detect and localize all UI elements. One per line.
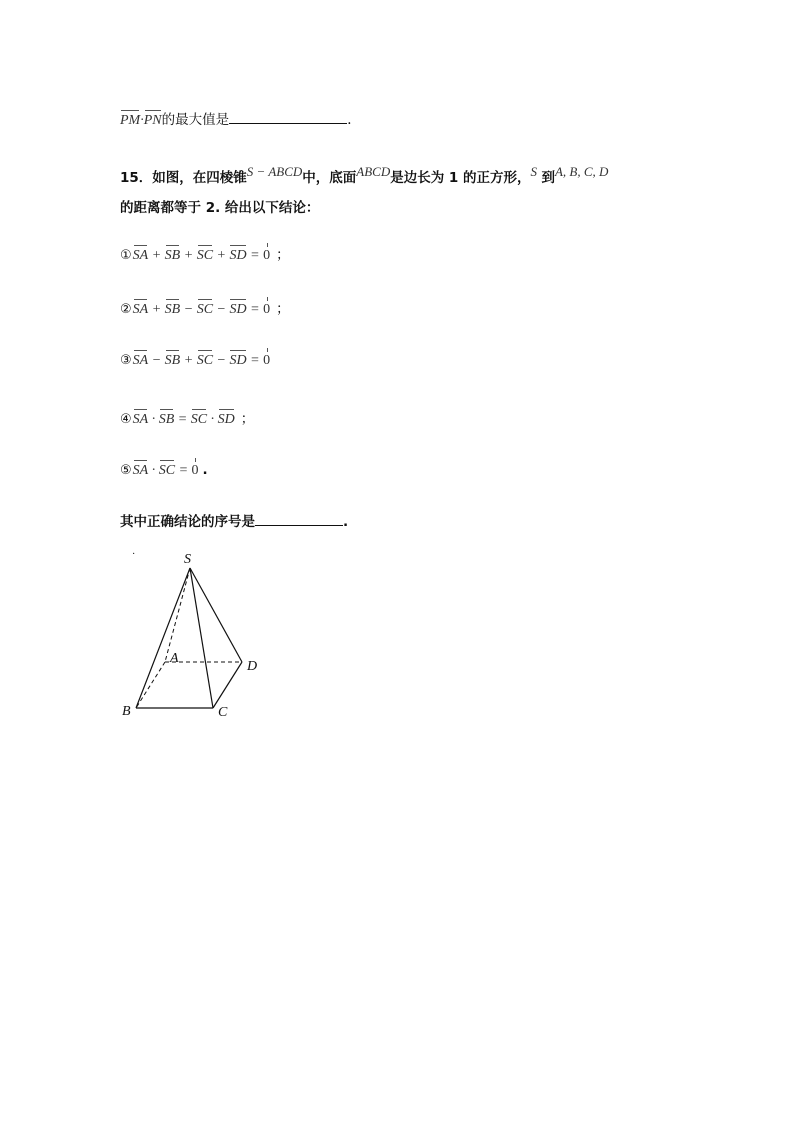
vector-sd: SD [217, 412, 235, 427]
vector-sc: SC [196, 248, 214, 263]
problem-text-1: 如图，在四棱锥 [152, 170, 247, 186]
problem-text-5: 的距离都等于 2. 给出以下结论： [120, 200, 320, 216]
operator: + [213, 248, 230, 263]
zero-vector: 0 [263, 353, 271, 368]
option-2 [120, 297, 290, 318]
label-b: B [122, 704, 131, 719]
question-line [120, 510, 348, 530]
zero-vector: 0 [263, 248, 271, 263]
option-end: ； [276, 301, 290, 317]
problem-text-3: 是边长为 1 的正方形， [390, 170, 531, 186]
vector-sc: SC [196, 353, 214, 368]
answer-blank-2 [255, 513, 343, 526]
vector-pn: PN [143, 113, 162, 128]
option-end: ； [240, 411, 255, 427]
equals: = [246, 248, 264, 263]
vector-sb: SB [164, 302, 181, 317]
equals: = [246, 302, 264, 317]
vector-sa: SA [132, 248, 149, 263]
option-label: ② [120, 302, 132, 317]
operator: + [148, 302, 165, 317]
option-end: . [202, 462, 208, 478]
vector-sc: SC [190, 412, 208, 427]
option-3 [120, 352, 270, 369]
operator: − [213, 302, 230, 317]
vector-sd: SD [229, 353, 247, 368]
problem-15-line-1 [120, 166, 608, 186]
label-d: D [247, 659, 258, 674]
answer-blank-1 [229, 111, 347, 124]
vector-sd: SD [229, 248, 247, 263]
vector-sa: SA [132, 302, 149, 317]
option-label: ⑤ [120, 463, 132, 478]
vector-sb: SB [164, 248, 181, 263]
pyramid-name: S − ABCD [246, 164, 303, 179]
dot-operator: · [140, 113, 144, 128]
problem-text-2: 中，底面 [302, 170, 357, 186]
label-c: C [218, 705, 228, 720]
vector-sd: SD [229, 302, 247, 317]
vector-sa: SA [132, 353, 149, 368]
option-4 [120, 407, 254, 428]
edge-cd [213, 662, 242, 708]
operator: − [180, 302, 197, 317]
apex-name: S [530, 164, 538, 179]
equals: = [246, 353, 264, 368]
question-end: . [343, 514, 349, 530]
dot-operator: · [148, 412, 159, 427]
label-a: A [170, 651, 179, 666]
vector-pm: PM [120, 113, 141, 128]
vector-sc: SC [196, 302, 214, 317]
option-5 [120, 462, 208, 479]
vertex-list: A, B, C, D [554, 164, 609, 179]
zero-vector: 0 [263, 302, 271, 317]
operator: − [148, 353, 165, 368]
base-name: ABCD [356, 164, 391, 179]
pyramid-figure [110, 545, 280, 729]
problem-number: 15． [120, 170, 153, 186]
edge-sa-hidden [165, 568, 190, 662]
equals: = [174, 412, 191, 427]
problem-15-line-2 [120, 196, 319, 216]
label-s: S [184, 552, 191, 567]
previous-problem-ending [120, 108, 352, 129]
vector-sa: SA [132, 412, 149, 427]
question-text: 其中正确结论的序号是 [120, 514, 255, 530]
period: . [347, 112, 352, 128]
problem-text-4: 到 [541, 170, 555, 186]
edge-sb [136, 568, 190, 708]
vector-sb: SB [158, 412, 175, 427]
vector-sa: SA [132, 463, 149, 478]
dot-operator: · [148, 463, 159, 478]
dot-mark: · [132, 549, 136, 560]
option-1 [120, 243, 290, 264]
option-label: ① [120, 248, 132, 263]
dot-operator: · [207, 412, 218, 427]
pyramid-diagram [110, 545, 280, 725]
option-label: ④ [120, 412, 132, 427]
operator: + [148, 248, 165, 263]
operator: + [180, 353, 197, 368]
vector-sc: SC [158, 463, 176, 478]
max-value-text: 的最大值是 [161, 112, 230, 128]
vector-sb: SB [164, 353, 181, 368]
option-end: ； [276, 247, 290, 263]
zero-vector: 0 [191, 463, 199, 478]
operator: − [213, 353, 230, 368]
equals: = [175, 463, 192, 478]
option-label: ③ [120, 353, 132, 368]
operator: + [180, 248, 197, 263]
